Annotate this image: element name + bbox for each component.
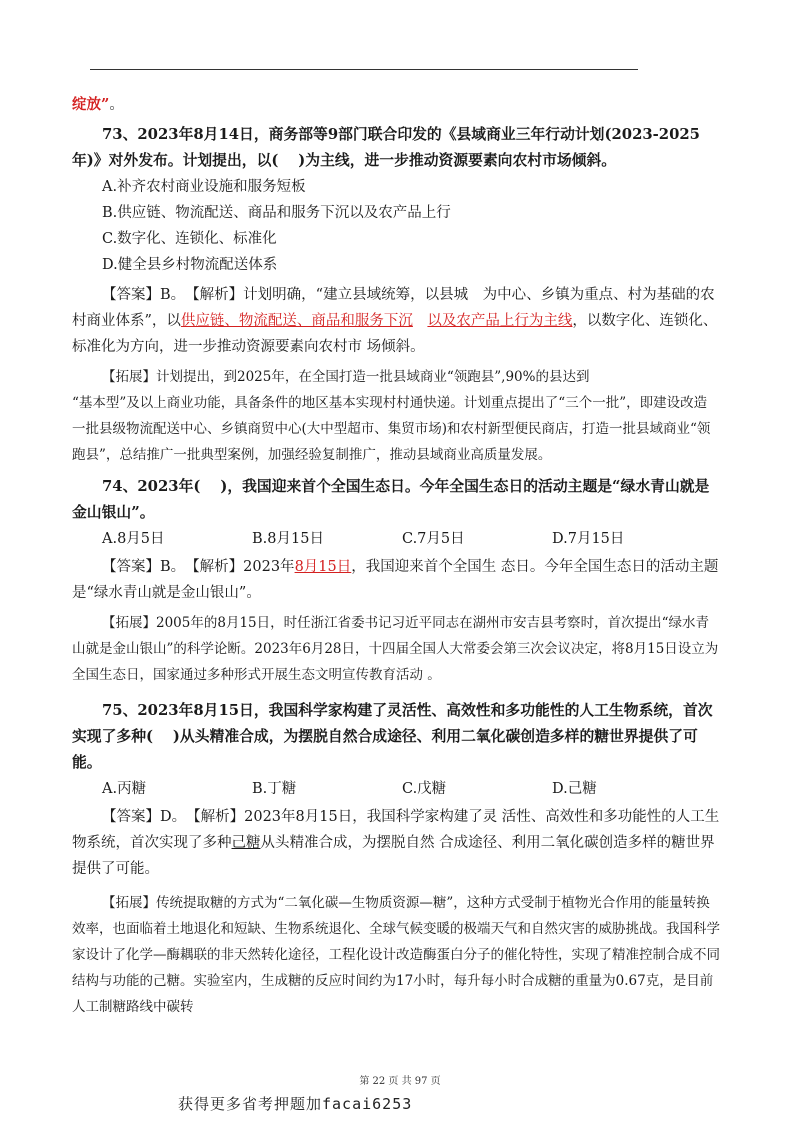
question-75-option-b: B.丁糖: [252, 781, 297, 797]
question-74-option-c: C.7月5日: [402, 531, 465, 547]
answer-73-highlight-1: 供应链、物流配送、商品和服务下沉: [180, 313, 413, 329]
question-74-option-a: A.8月5日: [102, 531, 165, 547]
prev-tail-rest: 。: [109, 97, 124, 113]
question-75-options: [72, 776, 720, 802]
header-rule: [90, 69, 638, 70]
question-75-option-a: A.丙糖: [102, 781, 147, 797]
prev-tail-highlight: 绽放”: [72, 96, 110, 113]
page-number: 第 22 页 共 97 页: [359, 1076, 441, 1087]
answer-73-prefix: 【答案】B。 【解析】计划明确，“建立县域统筹，以县城 为中心、乡镇为重点、村为基础的农村商业体系”，以: [72, 287, 715, 329]
question-73-extension-rest: “基本型”及以上商业功能，具备条件的地区基本实现村村通快递。计划重点提出了“三个一批”，即建设改造一批县级物流配送中心、乡镇商贸中心(大中型超市、集贸市场)和农村新型便民商店，打造一批县域商业“领跑县”，总结推广一批典型案例，加强经验复制推广，推动县域商业高质量发展。: [72, 395, 711, 463]
answer-74-suffix: ，我国迎来首个全国生 态日。今年全国生态日的活动主题是“绿水青山就是金山银山”。: [72, 559, 719, 601]
question-73-stem: 73、2023年8月14日，商务部等9部门联合印发的《县域商业三年行动计划(2023-2025年)》对外发布。计划提出，以( )为主线，进一步推动资源要素向农村市场倾斜。: [72, 126, 700, 169]
promo-text: 获得更多省考押题加facai6253: [178, 1095, 413, 1113]
answer-74-highlight: 8月15日: [294, 559, 352, 575]
question-75-stem: 75、2023年8月15日，我国科学家构建了灵活性、高效性和多功能性的人工生物系统，首次实现了多种( )从头精准合成，为摆脱自然合成途径、利用二氧化碳创造多样的糖世界提供了可能。: [72, 702, 713, 771]
answer-75-suffix: 从头精准合成，为摆脱自然 合成途径、利用二氧化碳创造多样的糖世界提供了可能。: [72, 835, 715, 877]
question-74-options: [72, 526, 720, 552]
question-74-option-b: B.8月15日: [252, 531, 324, 547]
question-74-stem: 74、2023年( )，我国迎来首个全国生态日。今年全国生态日的活动主题是“绿水青山就是金山银山”。: [72, 478, 710, 521]
question-73-option-c: C.数字化、连锁化、标准化: [102, 231, 277, 247]
question-74-extension: 【拓展】2005年的8月15日，时任浙江省委书记习近平同志在湖州市安吉县考察时，首次提出“绿水青山就是金山银山”的科学论断。2023年6月28日，十四届全国人大常委会第三次会议决定，将8月15日设立为全国生态日，国家通过多种形式开展生态文明宣传教育活动 。: [72, 615, 719, 683]
question-75-option-d: D.己糖: [552, 781, 597, 797]
question-75-extension: 【拓展】传统提取糖的方式为“二氧化碳—生物质资源—糖”，这种方式受制于植物光合作用的能量转换效率，也面临着土地退化和短缺、生物系统退化、全球气候变暖的极端天气和自然灾害的威胁挑战。我国科学家设计了化学—酶耦联的非天然转化途径，工程化设计改造酶蛋白分子的催化特性，实现了精准控制合成不同结构与功能的己糖。实验室内，生成糖的反应时间约为17小时，每升每小时合成糖的重量为0.67克，是目前人工制糖路线中碳转: [72, 895, 720, 1015]
question-73-option-a: A.补齐农村商业设施和服务短板: [102, 179, 306, 195]
answer-73-suffix: ，以数字化、连锁化、标准化为方向，进一步推动资源要素向农村市 场倾斜。: [72, 313, 718, 355]
question-75-answer: [72, 804, 720, 882]
answer-73-highlight-2: 以及农产品上行为主线: [427, 313, 573, 329]
document-body: [72, 92, 720, 1020]
question-74-option-d: D.7月15日: [552, 531, 625, 547]
question-73-option-d: D.健全县乡村物流配送体系: [102, 257, 278, 273]
answer-74-prefix: 【答案】B。 【解析】2023年: [102, 559, 295, 575]
question-75-option-c: C.戊糖: [402, 781, 447, 797]
answer-75-highlight: 己糖: [231, 835, 261, 851]
question-73-answer: [72, 282, 720, 360]
answer-75-prefix: 【答案】D。 【解析】2023年8月15日，我国科学家构建了灵 活性、高效性和多功能性的人工生物系统，首次实现了多种: [72, 809, 720, 851]
question-74-answer: [72, 554, 720, 606]
question-73-extension-first: 【拓展】计划提出，到2025年，在全国打造一批县域商业“领跑县”,90%的县达到: [102, 369, 590, 385]
answer-73-gap: [413, 313, 428, 329]
question-73-option-b: B.供应链、物流配送、商品和服务下沉以及农产品上行: [102, 205, 451, 221]
previous-question-tail: [72, 92, 720, 118]
